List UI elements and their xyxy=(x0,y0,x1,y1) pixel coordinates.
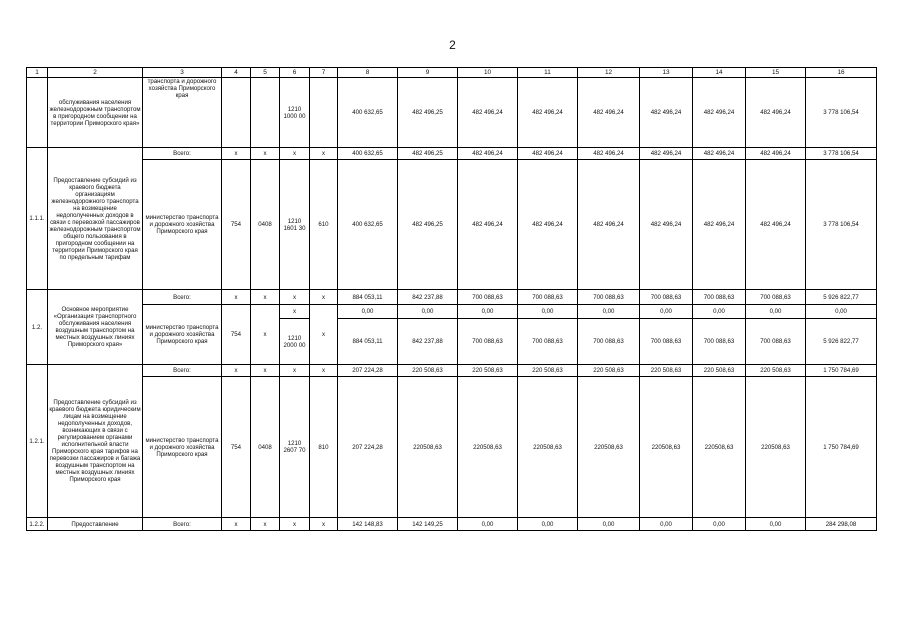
value-cell: 0,00 xyxy=(693,518,746,531)
value-cell: 0,00 xyxy=(578,518,640,531)
value-cell: 482 496,24 xyxy=(640,148,693,160)
value-cell: 700 088,63 xyxy=(578,319,640,365)
value-cell: 400 632,65 xyxy=(338,160,398,290)
value-cell: 482 496,24 xyxy=(458,148,518,160)
value-cell: 220508,63 xyxy=(640,377,693,518)
value-cell: 220 508,63 xyxy=(746,365,806,377)
value-cell: 400 632,65 xyxy=(338,78,398,148)
responsible-org: министерство транспорта и дорожного хозяйства Приморского края xyxy=(143,305,222,365)
value-cell: 220508,63 xyxy=(518,377,578,518)
value-cell: 700 088,63 xyxy=(518,319,578,365)
value-cell: 700 088,63 xyxy=(640,290,693,305)
value-cell: 0,00 xyxy=(693,305,746,319)
value-cell: 0,00 xyxy=(746,305,806,319)
value-cell: 482 496,24 xyxy=(640,78,693,148)
value-cell: 482 496,24 xyxy=(458,78,518,148)
responsible-org: министерство транспорта и дорожного хозяйства Приморского края xyxy=(143,377,222,518)
value-cell: 1 750 784,69 xyxy=(806,365,877,377)
value-cell: 142 148,83 xyxy=(338,518,398,531)
value-cell: 0,00 xyxy=(458,518,518,531)
event-name: Предоставление субсидий из краевого бюджета юридическим лицам на возмещение недополученных доходов, возникающих в связи с регулированием органами исполнительной власти Приморского края тарифов на перевозки пассажиров и багажа воздушным транспортом на местных воздушных линиях Приморского края xyxy=(48,365,143,518)
value-cell: 482 496,24 xyxy=(693,148,746,160)
value-cell: 220 508,63 xyxy=(578,365,640,377)
value-cell: 700 088,63 xyxy=(578,290,640,305)
value-cell: 700 088,63 xyxy=(640,319,693,365)
value-cell: 220 508,63 xyxy=(518,365,578,377)
event-name: обслуживания населения железнодорожным транспортом в пригородном сообщении на территории Приморского края» xyxy=(48,78,143,148)
value-cell: 220508,63 xyxy=(693,377,746,518)
value-cell: 842 237,88 xyxy=(398,319,458,365)
column-header: 15 xyxy=(746,68,806,78)
value-cell: 0,00 xyxy=(518,518,578,531)
table-row: 1.1.1. Предоставление субсидий из краевого бюджета организациям железнодорожного транспорта на возмещение недополученных доходов в связи с перевозкой пассажиров железнодорожным транспортом общего пользования в пригородном сообщении на территории Приморского края по предельным тарифам Всего: x x x x 400 632,65 482 496,25 482 496,24 482 496,24 482 496,24 482 496,24 482 496,24 482 496,24 3 778 106,54 xyxy=(27,148,877,160)
value-cell: 482 496,24 xyxy=(746,148,806,160)
value-cell: 482 496,24 xyxy=(746,78,806,148)
event-name: Основное мероприятие «Организация транспортного обслуживания населения воздушным транспортом на местных воздушных линиях Приморского края» xyxy=(48,290,143,365)
row-number: 1.2.2. xyxy=(27,518,48,531)
value-cell: 0,00 xyxy=(338,305,398,319)
value-cell: 482 496,24 xyxy=(640,160,693,290)
column-header: 14 xyxy=(693,68,746,78)
value-cell: 884 053,11 xyxy=(338,319,398,365)
responsible-org: министерство транспорта и дорожного хозяйства Приморского края xyxy=(143,160,222,290)
value-cell: 482 496,25 xyxy=(398,148,458,160)
column-header: 16 xyxy=(806,68,877,78)
value-cell: 700 088,63 xyxy=(518,290,578,305)
table-row: 1.2.2. Предоставление Всего: x x x x 142 148,83 142 149,25 0,00 0,00 0,00 0,00 0,00 0,00 284 298,08 xyxy=(27,518,877,531)
value-cell: 220508,63 xyxy=(398,377,458,518)
value-cell: 1 750 784,69 xyxy=(806,377,877,518)
page-number: 2 xyxy=(449,38,456,52)
value-cell: 700 088,63 xyxy=(693,319,746,365)
value-cell: 0,00 xyxy=(458,305,518,319)
value-cell: 284 298,08 xyxy=(806,518,877,531)
value-cell: 700 088,63 xyxy=(693,290,746,305)
total-label: Всего: xyxy=(143,148,222,160)
total-label: Всего: xyxy=(143,518,222,531)
row-number xyxy=(27,78,48,148)
value-cell: 700 088,63 xyxy=(746,290,806,305)
value-cell: 3 778 106,54 xyxy=(806,160,877,290)
value-cell: 0,00 xyxy=(746,518,806,531)
value-cell: 842 237,88 xyxy=(398,290,458,305)
value-cell: 400 632,65 xyxy=(338,148,398,160)
value-cell: 482 496,24 xyxy=(693,78,746,148)
budget-table xyxy=(26,67,877,531)
table-row: 1.2.1. Предоставление субсидий из краевого бюджета юридическим лицам на возмещение недополученных доходов, возникающих в связи с регулированием органами исполнительной власти Приморского края тарифов на перевозки пассажиров и багажа воздушным транспортом на местных воздушных линиях Приморского края Всего: x x x x 207 224,28 220 508,63 220 508,63 220 508,63 220 508,63 220 508,63 220 508,63 220 508,63 1 750 784,69 xyxy=(27,365,877,377)
value-cell: 0,00 xyxy=(518,305,578,319)
row-number: 1.2.1. xyxy=(27,365,48,518)
column-header: 12 xyxy=(578,68,640,78)
event-name: Предоставление xyxy=(48,518,143,531)
value-cell: 482 496,24 xyxy=(518,148,578,160)
value-cell: 482 496,24 xyxy=(578,148,640,160)
value-cell: 482 496,24 xyxy=(458,160,518,290)
target-article: 1210 1000 00 xyxy=(280,78,310,148)
column-header: 10 xyxy=(458,68,518,78)
value-cell: 700 088,63 xyxy=(458,319,518,365)
value-cell: 482 496,24 xyxy=(746,160,806,290)
value-cell: 0,00 xyxy=(640,305,693,319)
value-cell: 482 496,24 xyxy=(518,160,578,290)
value-cell: 220 508,63 xyxy=(458,365,518,377)
table-row: 1210 2000 00 884 053,11 842 237,88 700 088,63 700 088,63 700 088,63 700 088,63 700 088,63 700 088,63 5 926 822,77 xyxy=(27,319,877,365)
value-cell: 482 496,25 xyxy=(398,160,458,290)
total-label: Всего: xyxy=(143,290,222,305)
column-header: 2 xyxy=(48,68,143,78)
row-number: 1.2. xyxy=(27,290,48,365)
value-cell: 5 926 822,77 xyxy=(806,319,877,365)
row-number: 1.1.1. xyxy=(27,148,48,290)
value-cell: 5 926 822,77 xyxy=(806,290,877,305)
value-cell: 3 778 106,54 xyxy=(806,78,877,148)
table-row: 1.2. Основное мероприятие «Организация транспортного обслуживания населения воздушным транспортом на местных воздушных линиях Приморского края» Всего: x x x x 884 053,11 842 237,88 700 088,63 700 088,63 700 088,63 700 088,63 700 088,63 700 088,63 5 926 822,77 xyxy=(27,290,877,305)
value-cell: 482 496,24 xyxy=(518,78,578,148)
value-cell: 220 508,63 xyxy=(693,365,746,377)
column-header: 13 xyxy=(640,68,693,78)
column-header: 9 xyxy=(398,68,458,78)
table-row xyxy=(27,78,877,148)
value-cell: 207 224,28 xyxy=(338,365,398,377)
value-cell: 884 053,11 xyxy=(338,290,398,305)
table-row: министерство транспорта и дорожного хозяйства Приморского края 754 x x x 0,00 0,00 0,00 0,00 0,00 0,00 0,00 0,00 0,00 xyxy=(27,305,877,319)
value-cell: 3 778 106,54 xyxy=(806,148,877,160)
event-name: Предоставление субсидий из краевого бюджета организациям железнодорожного транспорта на возмещение недополученных доходов в связи с перевозкой пассажиров железнодорожным транспортом общего пользования в пригородном сообщении на территории Приморского края по предельным тарифам xyxy=(48,148,143,290)
value-cell: 0,00 xyxy=(640,518,693,531)
value-cell: 0,00 xyxy=(398,305,458,319)
value-cell: 482 496,24 xyxy=(578,160,640,290)
value-cell: 220508,63 xyxy=(458,377,518,518)
column-header: 3 xyxy=(143,68,222,78)
value-cell: 482 496,25 xyxy=(398,78,458,148)
column-header: 6 xyxy=(280,68,310,78)
value-cell: 0,00 xyxy=(806,305,877,319)
table-row: министерство транспорта и дорожного хозяйства Приморского края 754 0408 1210 1601 30 610 400 632,65 482 496,25 482 496,24 482 496,24 482 496,24 482 496,24 482 496,24 482 496,24 3 778 106,54 xyxy=(27,160,877,290)
table-row: министерство транспорта и дорожного хозяйства Приморского края 754 0408 1210 2607 70 810 207 224,28 220508,63 220508,63 220508,63 220508,63 220508,63 220508,63 220508,63 1 750 784,69 xyxy=(27,377,877,518)
value-cell: 700 088,63 xyxy=(458,290,518,305)
column-header: 5 xyxy=(251,68,280,78)
value-cell: 0,00 xyxy=(578,305,640,319)
value-cell: 482 496,24 xyxy=(693,160,746,290)
value-cell: 220 508,63 xyxy=(398,365,458,377)
value-cell: 220508,63 xyxy=(578,377,640,518)
column-header: 1 xyxy=(27,68,48,78)
column-header: 4 xyxy=(222,68,251,78)
header-row xyxy=(27,68,877,78)
value-cell: 220508,63 xyxy=(746,377,806,518)
responsible-org: транспорта и дорожного хозяйства Приморского края xyxy=(143,78,222,148)
column-header: 11 xyxy=(518,68,578,78)
value-cell: 700 088,63 xyxy=(746,319,806,365)
total-label: Всего: xyxy=(143,365,222,377)
column-header: 8 xyxy=(338,68,398,78)
value-cell: 220 508,63 xyxy=(640,365,693,377)
value-cell: 207 224,28 xyxy=(338,377,398,518)
value-cell: 142 149,25 xyxy=(398,518,458,531)
value-cell: 482 496,24 xyxy=(578,78,640,148)
column-header: 7 xyxy=(310,68,338,78)
